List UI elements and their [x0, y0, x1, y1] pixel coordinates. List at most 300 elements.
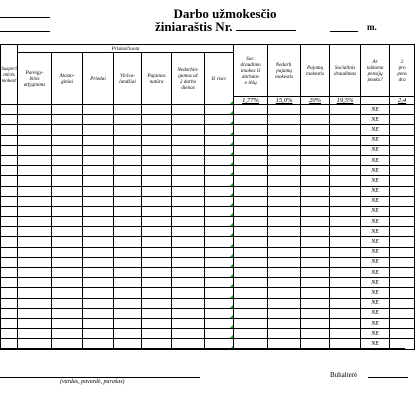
- table-cell[interactable]: [330, 237, 361, 247]
- table-cell[interactable]: [142, 227, 172, 237]
- table-cell[interactable]: [52, 318, 83, 328]
- table-cell[interactable]: [83, 237, 114, 247]
- table-cell[interactable]: [390, 115, 415, 125]
- table-cell[interactable]: [18, 288, 52, 298]
- table-cell[interactable]: [52, 329, 83, 339]
- table-cell[interactable]: [83, 206, 114, 216]
- table-cell[interactable]: [301, 145, 330, 155]
- table-cell[interactable]: [52, 135, 83, 145]
- table-cell[interactable]: [234, 135, 268, 145]
- table-cell[interactable]: [172, 298, 205, 308]
- pension-flag-cell[interactable]: NE: [361, 339, 390, 349]
- table-cell[interactable]: [18, 196, 52, 206]
- pension-flag-cell[interactable]: NE: [361, 176, 390, 186]
- table-cell[interactable]: [114, 125, 142, 135]
- table-cell[interactable]: [83, 278, 114, 288]
- pension-flag-cell[interactable]: NE: [361, 206, 390, 216]
- table-cell[interactable]: [172, 217, 205, 227]
- table-cell[interactable]: [268, 105, 301, 115]
- table-cell[interactable]: [234, 115, 268, 125]
- table-cell[interactable]: [172, 329, 205, 339]
- table-cell[interactable]: [330, 176, 361, 186]
- table-cell[interactable]: [142, 155, 172, 165]
- table-cell[interactable]: [114, 268, 142, 278]
- table-cell[interactable]: [114, 247, 142, 257]
- pension-flag-cell[interactable]: NE: [361, 166, 390, 176]
- table-cell[interactable]: [268, 115, 301, 125]
- table-cell[interactable]: [83, 115, 114, 125]
- table-cell[interactable]: [330, 196, 361, 206]
- pension-flag-cell[interactable]: NE: [361, 217, 390, 227]
- table-cell[interactable]: [268, 186, 301, 196]
- table-cell[interactable]: [390, 227, 415, 237]
- table-cell[interactable]: [142, 318, 172, 328]
- table-cell[interactable]: [330, 115, 361, 125]
- pension-flag-cell[interactable]: NE: [361, 318, 390, 328]
- table-cell[interactable]: [390, 186, 415, 196]
- table-cell[interactable]: [18, 247, 52, 257]
- table-cell[interactable]: [330, 206, 361, 216]
- table-cell[interactable]: [1, 247, 18, 257]
- table-cell[interactable]: [142, 206, 172, 216]
- table-cell[interactable]: [114, 217, 142, 227]
- table-cell[interactable]: [301, 308, 330, 318]
- table-cell[interactable]: [83, 308, 114, 318]
- table-cell[interactable]: [234, 288, 268, 298]
- table-cell[interactable]: [301, 135, 330, 145]
- table-cell[interactable]: [52, 145, 83, 155]
- table-cell[interactable]: [1, 308, 18, 318]
- table-cell[interactable]: [83, 166, 114, 176]
- pension-flag-cell[interactable]: NE: [361, 257, 390, 267]
- table-cell[interactable]: [52, 268, 83, 278]
- table-cell[interactable]: [114, 237, 142, 247]
- table-cell[interactable]: [52, 206, 83, 216]
- table-cell[interactable]: [268, 318, 301, 328]
- table-cell[interactable]: [52, 166, 83, 176]
- table-cell[interactable]: [234, 237, 268, 247]
- table-cell[interactable]: [1, 206, 18, 216]
- pension-flag-cell[interactable]: NE: [361, 145, 390, 155]
- table-cell[interactable]: [1, 155, 18, 165]
- table-cell[interactable]: [205, 186, 234, 196]
- table-cell[interactable]: [268, 166, 301, 176]
- table-cell[interactable]: [390, 217, 415, 227]
- table-cell[interactable]: [142, 298, 172, 308]
- table-cell[interactable]: [330, 247, 361, 257]
- table-cell[interactable]: [52, 105, 83, 115]
- table-cell[interactable]: [234, 247, 268, 257]
- table-cell[interactable]: [172, 105, 205, 115]
- table-cell[interactable]: [268, 237, 301, 247]
- table-cell[interactable]: [301, 247, 330, 257]
- pension-flag-cell[interactable]: NE: [361, 135, 390, 145]
- table-cell[interactable]: [18, 217, 52, 227]
- table-cell[interactable]: [1, 105, 18, 115]
- table-cell[interactable]: [268, 155, 301, 165]
- table-cell[interactable]: [172, 155, 205, 165]
- pension-flag-cell[interactable]: NE: [361, 298, 390, 308]
- table-cell[interactable]: [52, 125, 83, 135]
- table-cell[interactable]: [172, 135, 205, 145]
- table-cell[interactable]: [142, 166, 172, 176]
- table-cell[interactable]: [268, 196, 301, 206]
- table-cell[interactable]: [301, 298, 330, 308]
- table-cell[interactable]: [1, 217, 18, 227]
- table-cell[interactable]: [114, 105, 142, 115]
- pension-flag-cell[interactable]: NE: [361, 278, 390, 288]
- table-cell[interactable]: [1, 125, 18, 135]
- table-cell[interactable]: [1, 176, 18, 186]
- table-cell[interactable]: [330, 278, 361, 288]
- table-cell[interactable]: [205, 298, 234, 308]
- table-cell[interactable]: [142, 176, 172, 186]
- table-cell[interactable]: [83, 329, 114, 339]
- pension-flag-cell[interactable]: NE: [361, 227, 390, 237]
- pension-flag-cell[interactable]: NE: [361, 186, 390, 196]
- table-cell[interactable]: [330, 155, 361, 165]
- table-cell[interactable]: [390, 268, 415, 278]
- table-cell[interactable]: [1, 115, 18, 125]
- table-cell[interactable]: [172, 278, 205, 288]
- table-cell[interactable]: [301, 125, 330, 135]
- pension-flag-cell[interactable]: NE: [361, 155, 390, 165]
- table-cell[interactable]: [301, 155, 330, 165]
- table-cell[interactable]: [18, 227, 52, 237]
- table-cell[interactable]: [172, 186, 205, 196]
- table-cell[interactable]: [301, 196, 330, 206]
- pension-flag-cell[interactable]: NE: [361, 329, 390, 339]
- table-cell[interactable]: [205, 196, 234, 206]
- table-cell[interactable]: [330, 288, 361, 298]
- table-cell[interactable]: [234, 166, 268, 176]
- table-cell[interactable]: [114, 186, 142, 196]
- table-cell[interactable]: [234, 268, 268, 278]
- table-cell[interactable]: [330, 268, 361, 278]
- table-cell[interactable]: [52, 227, 83, 237]
- pension-flag-cell[interactable]: NE: [361, 196, 390, 206]
- table-cell[interactable]: [234, 318, 268, 328]
- table-cell[interactable]: [268, 176, 301, 186]
- table-cell[interactable]: [172, 115, 205, 125]
- table-cell[interactable]: [330, 186, 361, 196]
- table-cell[interactable]: [52, 278, 83, 288]
- pension-flag-cell[interactable]: NE: [361, 247, 390, 257]
- table-cell[interactable]: [114, 329, 142, 339]
- table-cell[interactable]: [1, 318, 18, 328]
- table-cell[interactable]: [114, 135, 142, 145]
- table-cell[interactable]: [172, 196, 205, 206]
- table-cell[interactable]: [205, 329, 234, 339]
- table-cell[interactable]: [114, 206, 142, 216]
- table-cell[interactable]: [268, 268, 301, 278]
- table-cell[interactable]: [390, 135, 415, 145]
- table-cell[interactable]: [301, 186, 330, 196]
- table-cell[interactable]: [172, 176, 205, 186]
- table-cell[interactable]: [234, 196, 268, 206]
- table-cell[interactable]: [52, 196, 83, 206]
- table-cell[interactable]: [52, 257, 83, 267]
- table-cell[interactable]: [205, 115, 234, 125]
- table-cell[interactable]: [172, 145, 205, 155]
- table-cell[interactable]: [330, 125, 361, 135]
- table-cell[interactable]: [390, 247, 415, 257]
- table-cell[interactable]: [83, 298, 114, 308]
- table-cell[interactable]: [52, 115, 83, 125]
- table-cell[interactable]: [18, 298, 52, 308]
- table-cell[interactable]: [18, 257, 52, 267]
- table-cell[interactable]: [172, 308, 205, 318]
- table-cell[interactable]: [142, 247, 172, 257]
- table-cell[interactable]: [172, 268, 205, 278]
- table-cell[interactable]: [18, 206, 52, 216]
- table-cell[interactable]: [390, 308, 415, 318]
- table-cell[interactable]: [1, 196, 18, 206]
- table-cell[interactable]: [114, 176, 142, 186]
- table-cell[interactable]: [83, 268, 114, 278]
- table-cell[interactable]: [234, 298, 268, 308]
- table-cell[interactable]: [114, 196, 142, 206]
- table-cell[interactable]: [205, 176, 234, 186]
- table-cell[interactable]: [301, 206, 330, 216]
- table-cell[interactable]: [390, 196, 415, 206]
- table-cell[interactable]: [234, 206, 268, 216]
- table-cell[interactable]: [114, 288, 142, 298]
- table-cell[interactable]: [205, 268, 234, 278]
- table-cell[interactable]: [142, 115, 172, 125]
- table-cell[interactable]: [1, 298, 18, 308]
- table-cell[interactable]: [83, 227, 114, 237]
- table-cell[interactable]: [1, 278, 18, 288]
- table-cell[interactable]: [1, 145, 18, 155]
- table-cell[interactable]: [234, 329, 268, 339]
- table-cell[interactable]: [83, 155, 114, 165]
- table-cell[interactable]: [83, 125, 114, 135]
- pension-flag-cell[interactable]: NE: [361, 308, 390, 318]
- table-cell[interactable]: [114, 318, 142, 328]
- table-cell[interactable]: [114, 145, 142, 155]
- table-cell[interactable]: [330, 257, 361, 267]
- table-cell[interactable]: [268, 247, 301, 257]
- table-cell[interactable]: [114, 227, 142, 237]
- table-cell[interactable]: [1, 268, 18, 278]
- table-cell[interactable]: [268, 288, 301, 298]
- table-cell[interactable]: [390, 298, 415, 308]
- table-cell[interactable]: [83, 145, 114, 155]
- table-cell[interactable]: [18, 237, 52, 247]
- table-cell[interactable]: [234, 217, 268, 227]
- table-cell[interactable]: [205, 105, 234, 115]
- table-cell[interactable]: [18, 115, 52, 125]
- table-cell[interactable]: [330, 166, 361, 176]
- table-cell[interactable]: [390, 257, 415, 267]
- table-cell[interactable]: [390, 237, 415, 247]
- table-cell[interactable]: [268, 135, 301, 145]
- table-cell[interactable]: [114, 308, 142, 318]
- pension-flag-cell[interactable]: NE: [361, 268, 390, 278]
- table-cell[interactable]: [83, 217, 114, 227]
- table-cell[interactable]: [234, 186, 268, 196]
- table-cell[interactable]: [268, 227, 301, 237]
- table-cell[interactable]: [330, 329, 361, 339]
- table-cell[interactable]: [52, 155, 83, 165]
- table-cell[interactable]: [18, 125, 52, 135]
- table-cell[interactable]: [1, 186, 18, 196]
- table-cell[interactable]: [114, 278, 142, 288]
- table-cell[interactable]: [301, 166, 330, 176]
- table-cell[interactable]: [142, 237, 172, 247]
- pension-flag-cell[interactable]: NE: [361, 105, 390, 115]
- table-cell[interactable]: [268, 257, 301, 267]
- table-cell[interactable]: [301, 227, 330, 237]
- table-cell[interactable]: [301, 176, 330, 186]
- table-cell[interactable]: [268, 298, 301, 308]
- table-cell[interactable]: [172, 237, 205, 247]
- table-cell[interactable]: [83, 135, 114, 145]
- table-cell[interactable]: [234, 145, 268, 155]
- table-cell[interactable]: [390, 329, 415, 339]
- table-cell[interactable]: [301, 105, 330, 115]
- table-cell[interactable]: [330, 135, 361, 145]
- table-cell[interactable]: [18, 155, 52, 165]
- table-cell[interactable]: [114, 115, 142, 125]
- table-cell[interactable]: [1, 329, 18, 339]
- table-cell[interactable]: [301, 268, 330, 278]
- table-cell[interactable]: [268, 278, 301, 288]
- table-cell[interactable]: [205, 308, 234, 318]
- table-cell[interactable]: [301, 115, 330, 125]
- table-cell[interactable]: [390, 278, 415, 288]
- table-cell[interactable]: [1, 257, 18, 267]
- table-cell[interactable]: [390, 318, 415, 328]
- table-cell[interactable]: [142, 125, 172, 135]
- table-cell[interactable]: [142, 278, 172, 288]
- table-cell[interactable]: [205, 247, 234, 257]
- table-cell[interactable]: [18, 278, 52, 288]
- table-cell[interactable]: [142, 145, 172, 155]
- table-cell[interactable]: [1, 166, 18, 176]
- table-cell[interactable]: [18, 166, 52, 176]
- table-cell[interactable]: [268, 125, 301, 135]
- table-cell[interactable]: [1, 135, 18, 145]
- table-cell[interactable]: [301, 257, 330, 267]
- table-cell[interactable]: [205, 135, 234, 145]
- table-cell[interactable]: [205, 145, 234, 155]
- table-cell[interactable]: [142, 329, 172, 339]
- table-cell[interactable]: [172, 206, 205, 216]
- table-cell[interactable]: [268, 308, 301, 318]
- table-cell[interactable]: [83, 105, 114, 115]
- table-cell[interactable]: [142, 308, 172, 318]
- table-cell[interactable]: [18, 318, 52, 328]
- table-cell[interactable]: [18, 186, 52, 196]
- table-cell[interactable]: [172, 288, 205, 298]
- table-cell[interactable]: [114, 166, 142, 176]
- table-cell[interactable]: [330, 298, 361, 308]
- table-cell[interactable]: [52, 217, 83, 227]
- table-cell[interactable]: [301, 278, 330, 288]
- table-cell[interactable]: [172, 227, 205, 237]
- table-cell[interactable]: [390, 105, 415, 115]
- table-cell[interactable]: [330, 318, 361, 328]
- table-cell[interactable]: [390, 155, 415, 165]
- table-cell[interactable]: [330, 105, 361, 115]
- table-cell[interactable]: [142, 135, 172, 145]
- table-cell[interactable]: [234, 105, 268, 115]
- table-cell[interactable]: [18, 268, 52, 278]
- table-cell[interactable]: [18, 135, 52, 145]
- table-cell[interactable]: [234, 308, 268, 318]
- table-cell[interactable]: [172, 166, 205, 176]
- table-cell[interactable]: [142, 217, 172, 227]
- table-cell[interactable]: [18, 308, 52, 318]
- table-cell[interactable]: [205, 278, 234, 288]
- table-cell[interactable]: [234, 227, 268, 237]
- table-cell[interactable]: [268, 206, 301, 216]
- table-cell[interactable]: [301, 318, 330, 328]
- table-cell[interactable]: [18, 145, 52, 155]
- pension-flag-cell[interactable]: NE: [361, 288, 390, 298]
- table-cell[interactable]: [205, 155, 234, 165]
- table-cell[interactable]: [83, 196, 114, 206]
- table-cell[interactable]: [52, 288, 83, 298]
- table-cell[interactable]: [83, 247, 114, 257]
- table-cell[interactable]: [142, 257, 172, 267]
- pension-flag-cell[interactable]: NE: [361, 125, 390, 135]
- table-cell[interactable]: [390, 288, 415, 298]
- table-cell[interactable]: [1, 237, 18, 247]
- table-cell[interactable]: [18, 176, 52, 186]
- table-cell[interactable]: [83, 186, 114, 196]
- table-cell[interactable]: [172, 247, 205, 257]
- table-cell[interactable]: [114, 257, 142, 267]
- table-cell[interactable]: [390, 206, 415, 216]
- table-cell[interactable]: [83, 318, 114, 328]
- table-cell[interactable]: [205, 237, 234, 247]
- table-cell[interactable]: [205, 166, 234, 176]
- table-cell[interactable]: [234, 125, 268, 135]
- table-cell[interactable]: [390, 145, 415, 155]
- table-cell[interactable]: [301, 329, 330, 339]
- table-cell[interactable]: [205, 227, 234, 237]
- table-cell[interactable]: [330, 145, 361, 155]
- table-cell[interactable]: [205, 288, 234, 298]
- table-cell[interactable]: [330, 308, 361, 318]
- table-cell[interactable]: [390, 176, 415, 186]
- table-cell[interactable]: [268, 329, 301, 339]
- table-cell[interactable]: [268, 217, 301, 227]
- table-cell[interactable]: [234, 257, 268, 267]
- table-cell[interactable]: [142, 288, 172, 298]
- table-cell[interactable]: [52, 237, 83, 247]
- table-cell[interactable]: [330, 217, 361, 227]
- table-cell[interactable]: [172, 257, 205, 267]
- table-cell[interactable]: [205, 125, 234, 135]
- table-cell[interactable]: [330, 227, 361, 237]
- table-cell[interactable]: [18, 329, 52, 339]
- table-cell[interactable]: [205, 257, 234, 267]
- pension-flag-cell[interactable]: NE: [361, 237, 390, 247]
- table-cell[interactable]: [83, 176, 114, 186]
- table-cell[interactable]: [234, 155, 268, 165]
- table-cell[interactable]: [18, 105, 52, 115]
- table-cell[interactable]: [142, 196, 172, 206]
- table-cell[interactable]: [172, 318, 205, 328]
- table-cell[interactable]: [268, 145, 301, 155]
- table-cell[interactable]: [1, 288, 18, 298]
- table-cell[interactable]: [1, 227, 18, 237]
- table-cell[interactable]: [114, 155, 142, 165]
